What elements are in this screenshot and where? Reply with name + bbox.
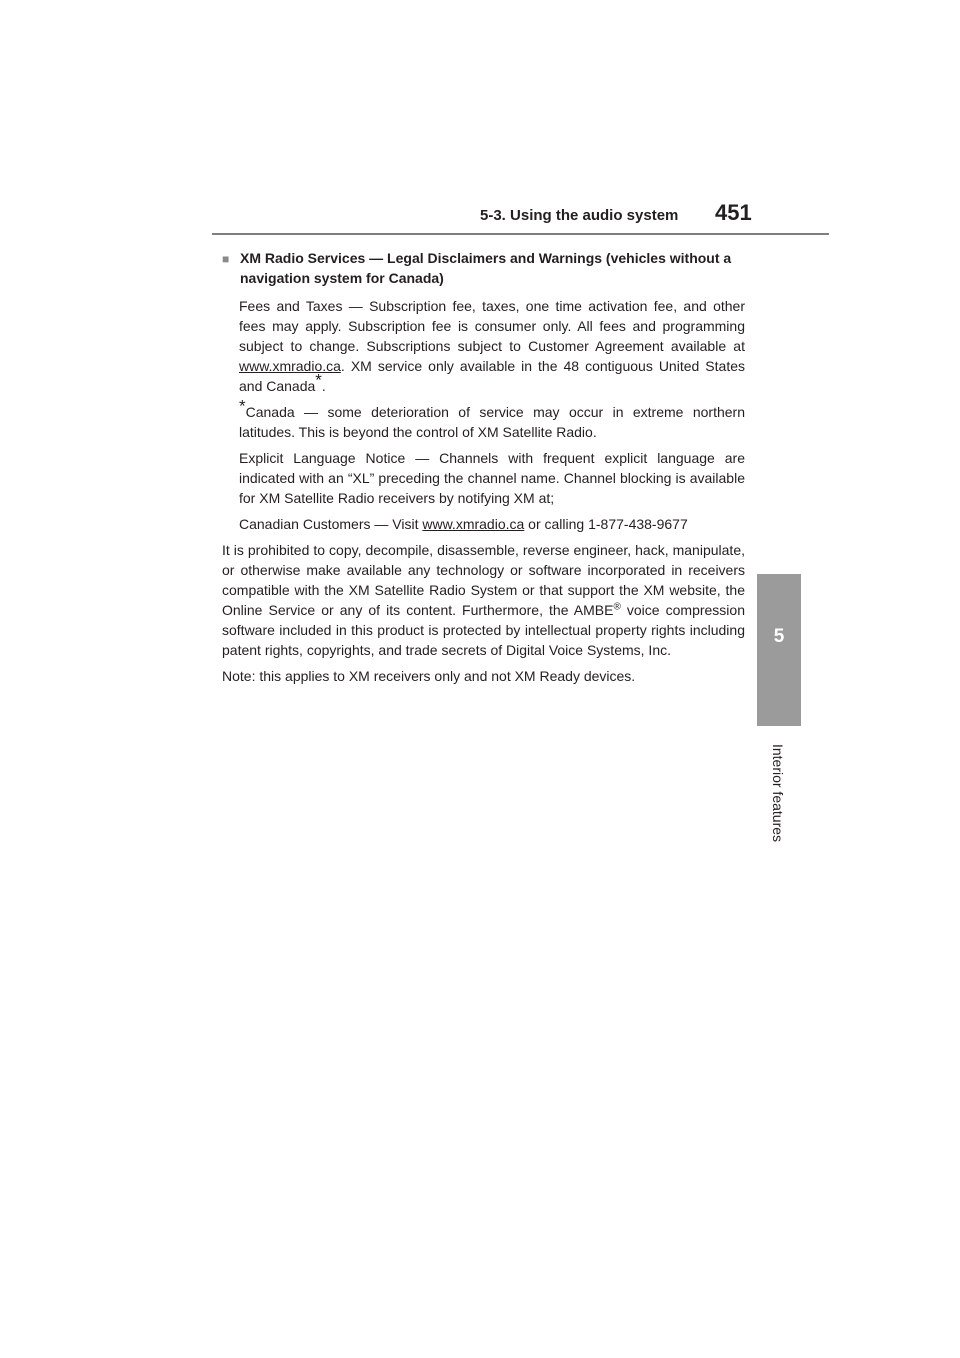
footnote-paragraph	[239, 396, 745, 442]
registered-mark: ®	[613, 601, 621, 613]
footnote-text: Canada — some deterioration of service may occur in extreme northern latitudes. This is beyond the control of XM Satellite Radio.	[239, 404, 745, 440]
prohibited-text-continued: voice compression software included in this product is protected by intellectual property rights including patent rights, copyrights, and trade secrets of Digital Voice Systems, Inc.	[222, 602, 745, 658]
fees-text-end: .	[321, 378, 326, 394]
square-bullet-icon: ■	[222, 252, 230, 266]
chapter-number: 5	[773, 626, 785, 647]
page-content	[222, 248, 745, 692]
xmradio-link-canada[interactable]: www.xmradio.ca	[422, 516, 525, 532]
chapter-label	[766, 728, 790, 858]
footnote-reference: *	[315, 370, 322, 390]
fees-paragraph	[239, 296, 745, 396]
fees-text-continued: . XM service only available in the 48 contiguous United States and Canada	[239, 358, 745, 394]
explicit-language-paragraph: Explicit Language Notice — Channels with frequent explicit language are indicated with an “XL” preceding the channel name. Channel blocking is available for XM Satellite Radio receivers by notifying XM at;	[239, 450, 745, 506]
footnote-mark: *	[239, 396, 246, 416]
canadian-phone-text: or calling 1-877-438-9677	[524, 516, 688, 532]
prohibited-paragraph	[222, 540, 745, 660]
chapter-tab[interactable]	[757, 574, 801, 726]
section-heading-text: XM Radio Services — Legal Disclaimers and Warnings (vehicles without a navigation system for Canada)	[240, 250, 732, 286]
page-number: 451	[715, 200, 752, 225]
section-header-title: 5-3. Using the audio system	[480, 207, 679, 224]
header-divider	[212, 233, 829, 235]
fees-text: Fees and Taxes — Subscription fee, taxes, one time activation fee, and other fees may apply. Subscription fee is consumer only. All fees and programming subject to change. Subscriptions subject to Customer Agreement available at	[239, 298, 745, 354]
chapter-label-text: Interior features	[770, 743, 786, 843]
section-heading	[222, 248, 745, 288]
canadian-customers-paragraph	[239, 514, 745, 534]
indented-block	[222, 296, 745, 534]
note-paragraph: Note: this applies to XM receivers only and not XM Ready devices.	[222, 668, 636, 684]
xmradio-link[interactable]: www.xmradio.ca	[239, 358, 341, 374]
canadian-text: Canadian Customers — Visit	[239, 516, 423, 532]
prohibited-text: It is prohibited to copy, decompile, disassemble, reverse engineer, hack, manipulate, or otherwise make available any technology or software incorporated in receivers compatible with the XM Satellite Radio System or that support the XM website, the Online Service or any of its content. Furthermore, the AMBE	[222, 542, 745, 618]
